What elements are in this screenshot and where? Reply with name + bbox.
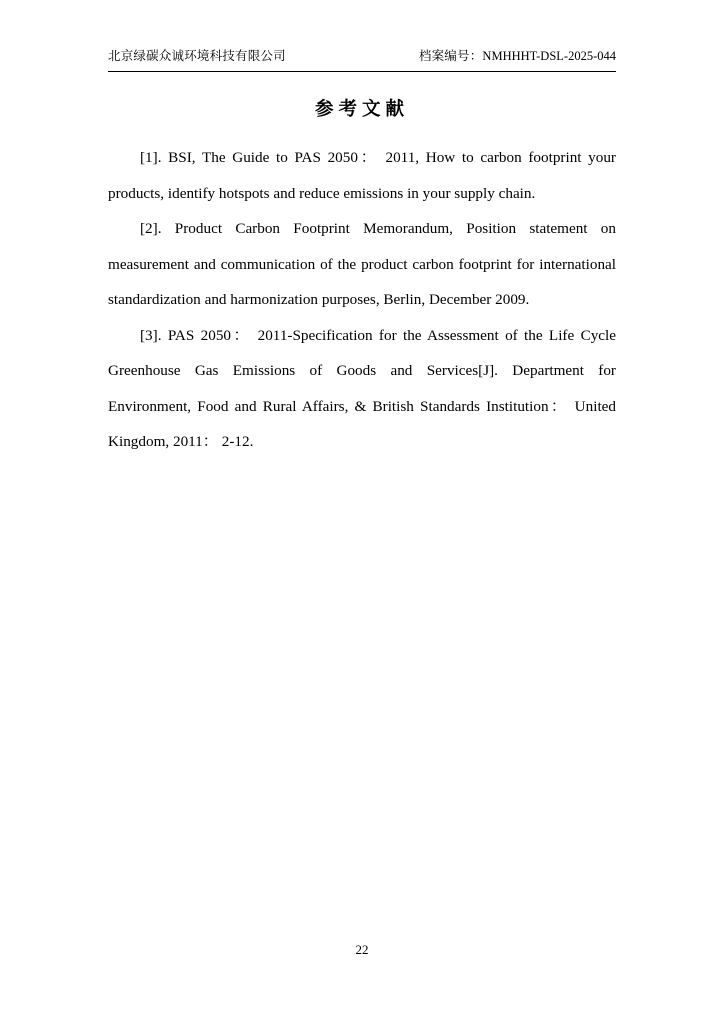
header-company-name: 北京绿碳众诚环境科技有限公司 <box>108 49 286 63</box>
page-title: 参考文献 <box>314 99 409 120</box>
page-number: 22 <box>355 942 369 957</box>
archive-number-value: NMHHHT-DSL-2025-044 <box>482 49 616 63</box>
header-archive-number <box>419 48 616 64</box>
list-item: [3]. PAS 2050： 2011-Specification for the Assessment of the Life Cycle Greenhouse Gas Emissions of Goods and Services[J]. Department for Environment, Food and Rural Affairs, & British Standards Institution： United Kingdom, 2011： 2-12. <box>108 326 616 450</box>
header-divider <box>108 71 616 72</box>
references-list <box>108 140 616 460</box>
list-item: [2]. Product Carbon Footprint Memorandum, Position statement on measurement and communication of the product carbon footprint for international standardization and harmonization purposes, Berlin, December 2009. <box>108 220 616 308</box>
list-item: [1]. BSI, The Guide to PAS 2050： 2011, How to carbon footprint your products, identify hotspots and reduce emissions in your supply chain. <box>108 149 616 202</box>
page-header <box>108 48 616 64</box>
archive-number-label: 档案编号： <box>418 49 483 63</box>
